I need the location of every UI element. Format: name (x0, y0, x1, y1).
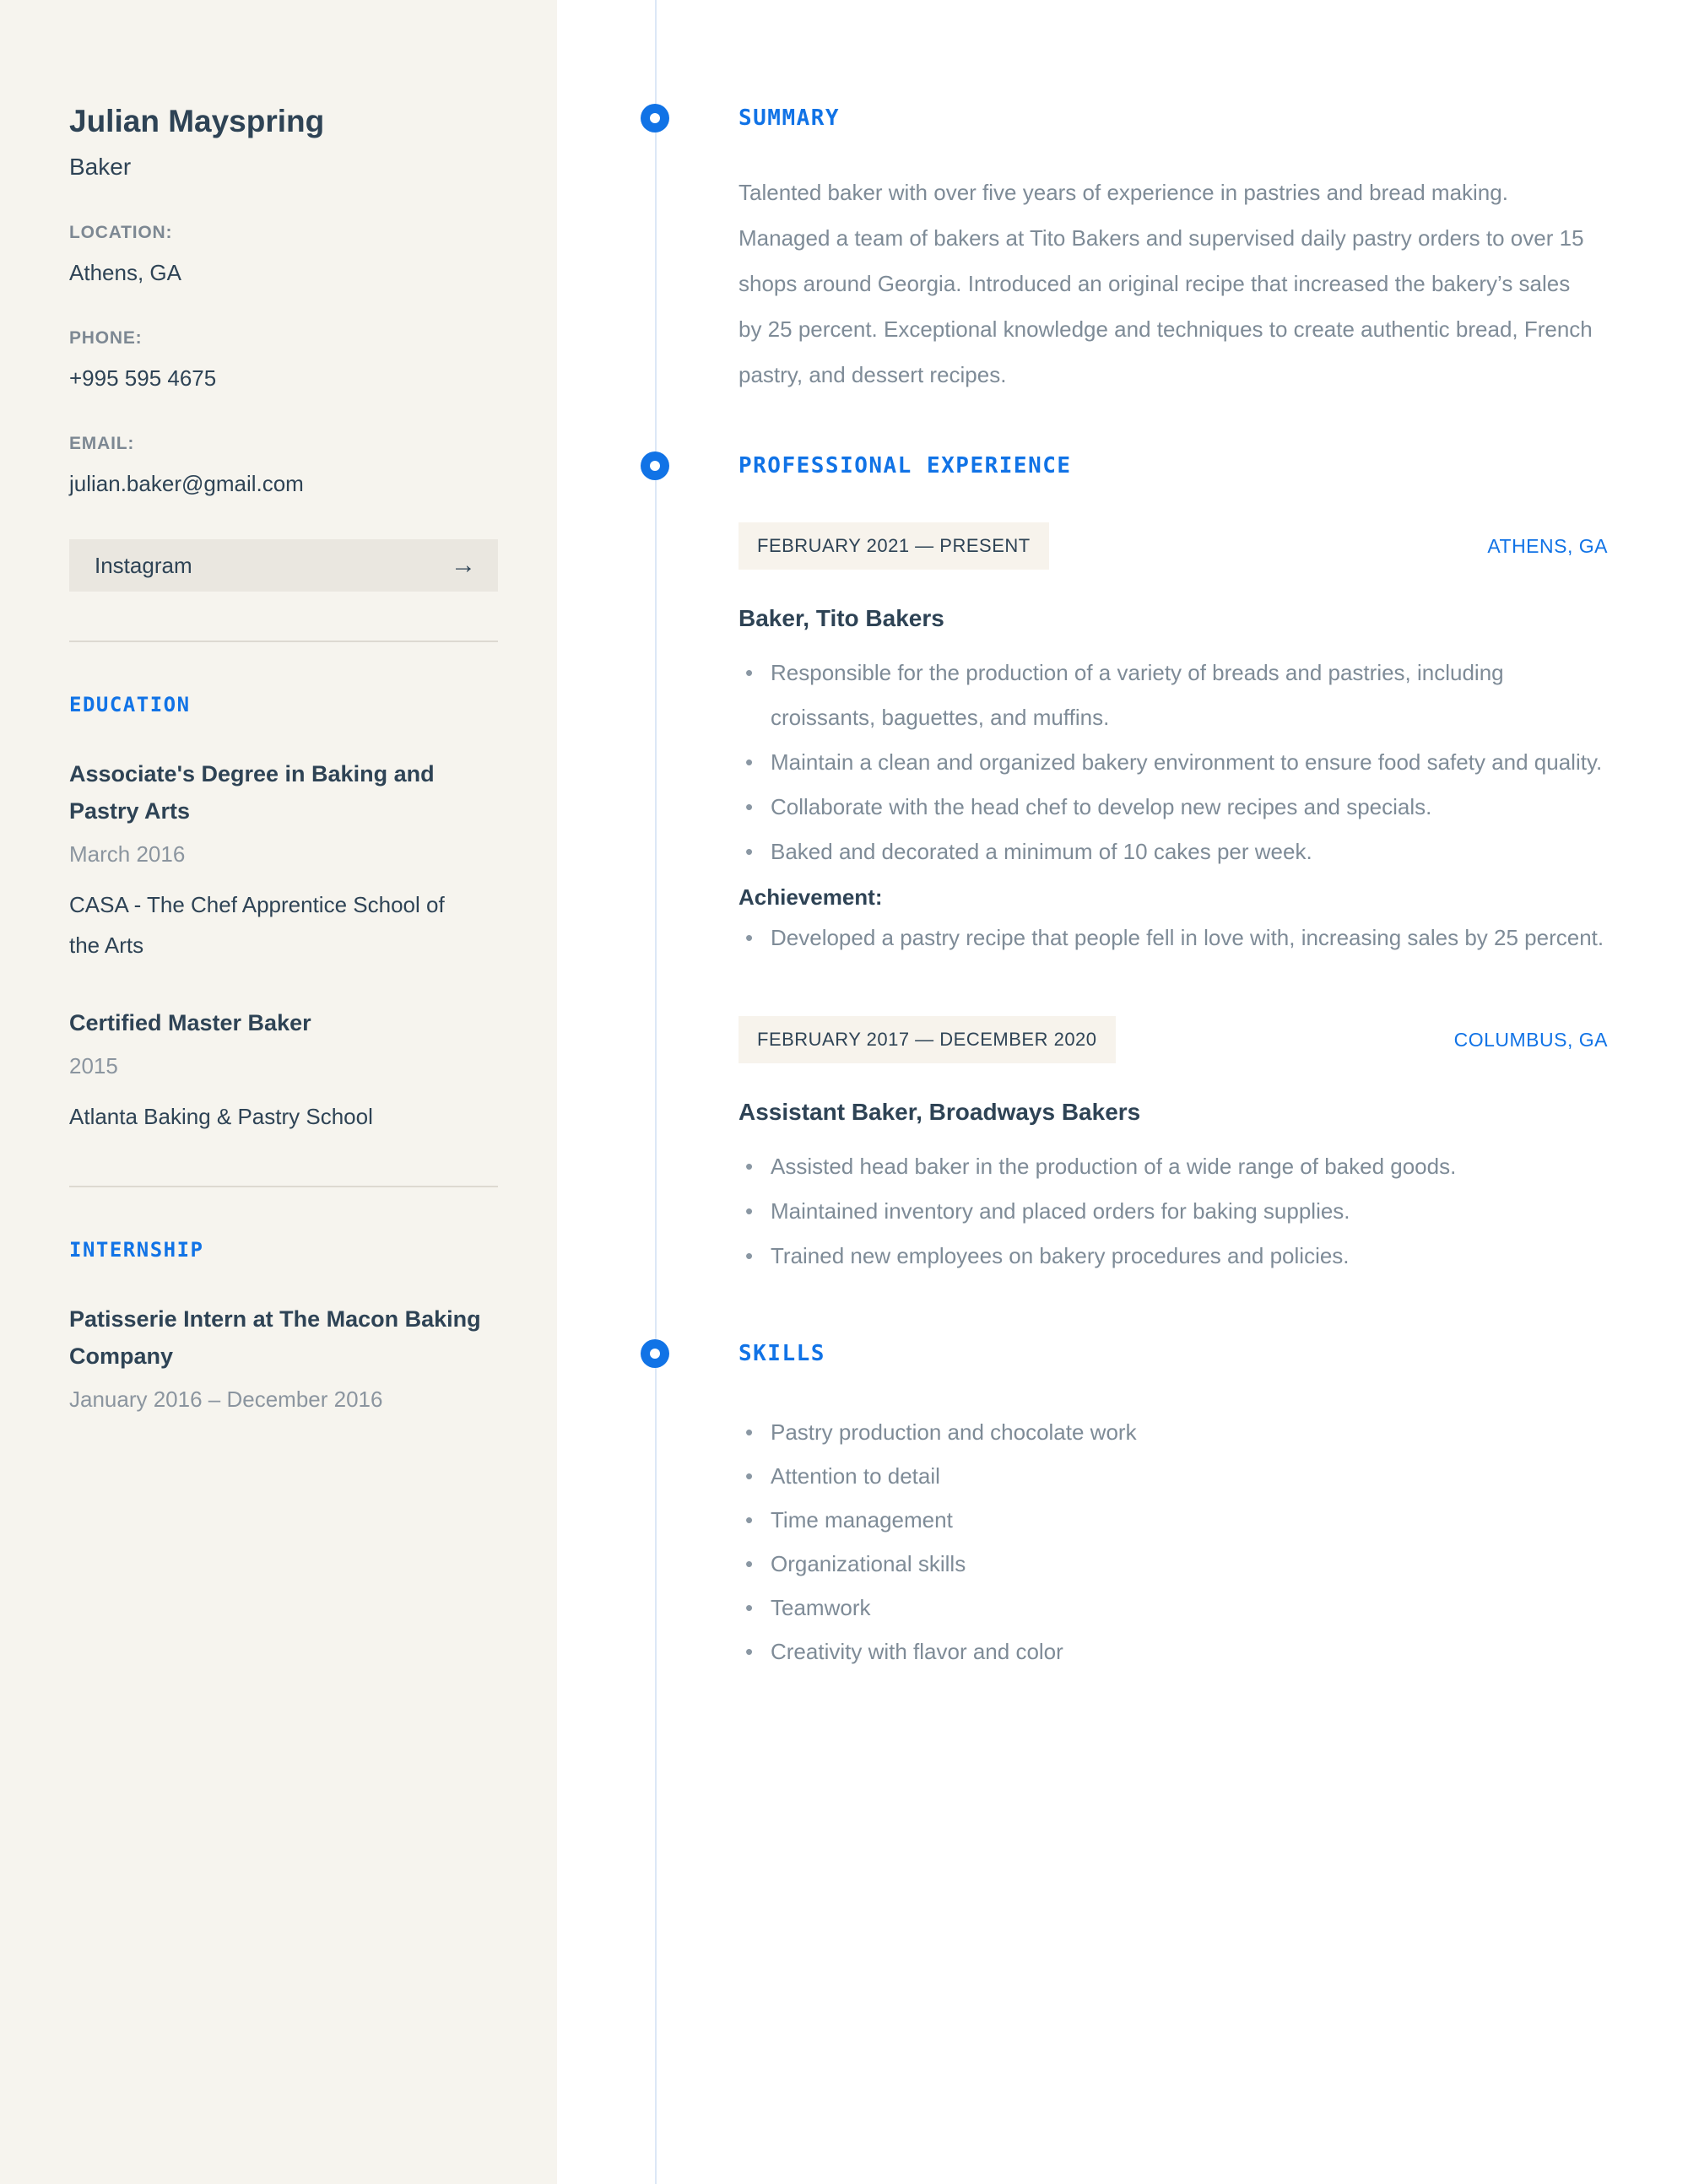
timeline-marker-experience (641, 451, 669, 480)
email-label: EMAIL: (69, 434, 135, 454)
skill-item: • Creativity with flavor and color (738, 1630, 1608, 1673)
job-bullet: • Trained new employees on bakery procedures and policies. (738, 1234, 1608, 1279)
job-date-badge: FEBRUARY 2021 — PRESENT (738, 522, 1049, 570)
contact-phone (69, 328, 498, 392)
internship-heading: INTERNSHIP (69, 1238, 204, 1262)
person-name: Julian Mayspring (69, 104, 325, 138)
timeline-marker-skills (641, 1339, 669, 1368)
sidebar-divider (69, 641, 498, 642)
job-bullet: • Baked and decorated a minimum of 10 cakes per week. (738, 830, 1608, 874)
person-job-title: Baker (69, 154, 132, 181)
phone-label: PHONE: (69, 328, 143, 349)
job-meta (738, 1016, 1608, 1063)
internship-date: January 2016 – December 2016 (69, 1387, 383, 1413)
job-entry (738, 1016, 1608, 1279)
job-date-badge: FEBRUARY 2017 — DECEMBER 2020 (738, 1016, 1116, 1063)
job-meta (738, 522, 1608, 570)
internship-title: Patisserie Intern at The Macon Baking Company (69, 1306, 481, 1370)
job-bullet-list (738, 651, 1608, 874)
skill-item: • Time management (738, 1498, 1608, 1542)
skill-item: • Organizational skills (738, 1542, 1608, 1586)
education-date: March 2016 (69, 841, 186, 868)
arrow-right-icon: → (451, 551, 476, 580)
job-entry (738, 522, 1608, 960)
skills-section-head (738, 1339, 1608, 1368)
job-title: Baker, Tito Bakers (738, 605, 944, 631)
summary-section-head (738, 104, 1608, 132)
job-bullet: • Responsible for the production of a variety of breads and pastries, including croissants, baguettes, and muffins. (738, 651, 1608, 740)
job-bullet: • Maintain a clean and organized bakery environment to ensure food safety and quality. (738, 740, 1608, 785)
summary-text: Talented baker with over five years of experience in pastries and bread making. Managed a team of bakers at Tito Bakers and supervised daily pastry orders to over 15 shops around Georgia. Introduced an original recipe that increased the bakery’s sales by 25 percent. Exceptional knowledge and techniques to create authentic bread, French pastry, and dessert recipes. (738, 180, 1593, 387)
job-bullet: • Assisted head baker in the production of a wide range of baked goods. (738, 1144, 1608, 1189)
sidebar (0, 0, 557, 2184)
education-section (69, 693, 498, 1137)
sidebar-divider (69, 1186, 498, 1187)
instagram-link[interactable] (69, 539, 498, 592)
job-location: ATHENS, GA (1487, 534, 1608, 557)
internship-item (69, 1300, 498, 1413)
instagram-label: Instagram (95, 552, 192, 578)
timeline-marker-summary (641, 104, 669, 132)
education-item (69, 1004, 498, 1137)
location-value: Athens, GA (69, 260, 181, 286)
job-bullet: • Maintained inventory and placed orders for baking supplies. (738, 1189, 1608, 1234)
education-degree: Associate's Degree in Baking and Pastry Arts (69, 761, 435, 824)
achievement-bullet: • Developed a pastry recipe that people fell in love with, increasing sales by 25 percent. (738, 916, 1608, 960)
job-bullet: • Collaborate with the head chef to develop new recipes and specials. (738, 785, 1608, 830)
summary-section (738, 104, 1608, 397)
summary-heading: SUMMARY (738, 105, 841, 131)
skill-item: • Pastry production and chocolate work (738, 1410, 1608, 1454)
achievement-list (738, 916, 1608, 960)
skills-section (738, 1339, 1608, 1673)
job-location: COLUMBUS, GA (1453, 1028, 1608, 1051)
phone-value: +995 595 4675 (69, 365, 217, 392)
timeline-line (655, 0, 657, 2184)
education-degree: Certified Master Baker (69, 1010, 311, 1036)
internship-section (69, 1238, 498, 1413)
achievement-label: Achievement: (738, 884, 883, 910)
experience-section (738, 451, 1608, 1279)
experience-heading: PROFESSIONAL EXPERIENCE (738, 453, 1072, 478)
skills-heading: SKILLS (738, 1341, 825, 1366)
job-bullet-list (738, 1144, 1608, 1279)
education-school: Atlanta Baking & Pastry School (69, 1104, 373, 1130)
education-date: 2015 (69, 1053, 118, 1079)
job-title: Assistant Baker, Broadways Bakers (738, 1099, 1141, 1125)
email-value: julian.baker@gmail.com (69, 471, 304, 497)
main-column (738, 0, 1608, 1673)
contact-location (69, 223, 498, 286)
skill-item: • Attention to detail (738, 1454, 1608, 1498)
education-item (69, 755, 498, 965)
education-school: CASA - The Chef Apprentice School of the Arts (69, 892, 445, 959)
location-label: LOCATION: (69, 223, 173, 243)
skill-item: • Teamwork (738, 1586, 1608, 1630)
experience-section-head (738, 451, 1608, 480)
skills-list (738, 1410, 1608, 1673)
contact-email (69, 434, 498, 497)
education-heading: EDUCATION (69, 693, 191, 717)
